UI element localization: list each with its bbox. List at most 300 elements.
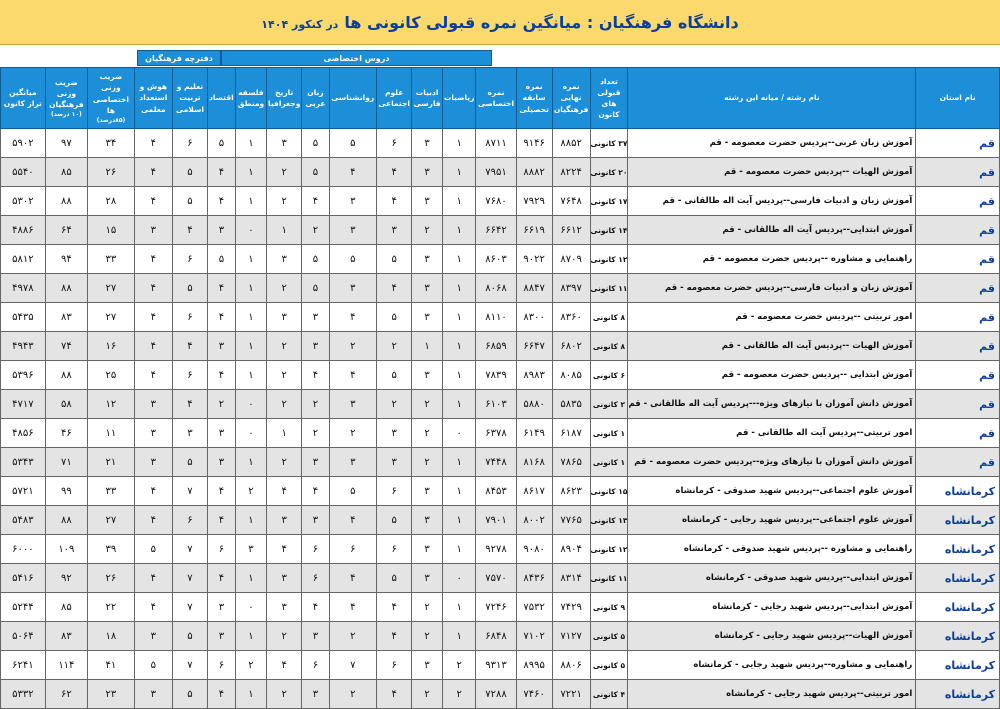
- islamic-cell: ۵: [172, 622, 207, 651]
- farhang-coef-cell: ۹۴: [45, 245, 87, 274]
- persian-lit-cell: ۳: [412, 564, 443, 593]
- table-row: [1, 332, 1000, 361]
- avg-rank-cell: ۵۲۴۴: [1, 593, 46, 622]
- talent-cell: ۴: [134, 564, 172, 593]
- header-talent: هوش و استعداد معلمی: [134, 68, 172, 129]
- special-score-cell: ۷۶۸۰: [476, 187, 516, 216]
- islamic-cell: ۷: [172, 535, 207, 564]
- final-score-cell: ۸۷۰۹: [552, 245, 590, 274]
- field-cell: راهنمایی و مشاوره --پردیس شهید صدوقی - کرمانشاه: [628, 535, 916, 564]
- math-cell: ۱: [442, 158, 476, 187]
- philosophy-cell: ۱: [235, 274, 266, 303]
- social-cell: ۲: [377, 390, 412, 419]
- farhang-coef-cell: ۶۲: [45, 680, 87, 709]
- count-cell: ۲۰ کانونی: [590, 158, 628, 187]
- farhang-coef-cell: ۷۴: [45, 332, 87, 361]
- islamic-cell: ۴: [172, 332, 207, 361]
- talent-cell: ۴: [134, 361, 172, 390]
- table-row: [1, 216, 1000, 245]
- social-cell: ۵: [377, 564, 412, 593]
- count-cell: ۱۷ کانونی: [590, 187, 628, 216]
- avg-rank-cell: ۵۰۶۴: [1, 622, 46, 651]
- persian-lit-cell: ۳: [412, 477, 443, 506]
- group-header-farhangian: دفترچه فرهنگیان: [137, 50, 221, 66]
- special-score-cell: ۷۵۷۰: [476, 564, 516, 593]
- philosophy-cell: ۱: [235, 332, 266, 361]
- province-cell: کرمانشاه: [916, 593, 1000, 622]
- islamic-cell: ۵: [172, 187, 207, 216]
- math-cell: ۰: [442, 564, 476, 593]
- province-cell: کرمانشاه: [916, 680, 1000, 709]
- record-score-cell: ۹۰۸۰: [516, 535, 552, 564]
- arabic-cell: ۲: [302, 216, 329, 245]
- special-score-cell: ۷۲۸۸: [476, 680, 516, 709]
- count-cell: ۱۳ کانونی: [590, 506, 628, 535]
- farhang-coef-cell: ۸۳: [45, 303, 87, 332]
- record-score-cell: ۶۶۱۹: [516, 216, 552, 245]
- table-row: [1, 274, 1000, 303]
- talent-cell: ۳: [134, 622, 172, 651]
- islamic-cell: ۳: [172, 419, 207, 448]
- avg-rank-cell: ۴۹۷۸: [1, 274, 46, 303]
- persian-lit-cell: ۲: [412, 593, 443, 622]
- arabic-cell: ۴: [302, 593, 329, 622]
- province-cell: قم: [916, 361, 1000, 390]
- social-cell: ۵: [377, 361, 412, 390]
- avg-rank-cell: ۴۸۵۶: [1, 419, 46, 448]
- record-score-cell: ۸۸۸۲: [516, 158, 552, 187]
- special-coef-cell: ۳۹: [88, 535, 135, 564]
- table-row: [1, 680, 1000, 709]
- field-cell: راهنمایی و مشاوره --پردیس حضرت معصومه - قم: [628, 245, 916, 274]
- arabic-cell: ۴: [302, 361, 329, 390]
- philosophy-cell: ۰: [235, 419, 266, 448]
- economics-cell: ۴: [207, 564, 235, 593]
- arabic-cell: ۵: [302, 129, 329, 158]
- history-geo-cell: ۲: [267, 332, 302, 361]
- header-arabic: زبان عربی: [302, 68, 329, 129]
- persian-lit-cell: ۲: [412, 216, 443, 245]
- count-cell: ۱ کانونی: [590, 419, 628, 448]
- math-cell: ۱: [442, 187, 476, 216]
- talent-cell: ۳: [134, 448, 172, 477]
- special-coef-cell: ۲۶: [88, 564, 135, 593]
- special-score-cell: ۶۱۰۳: [476, 390, 516, 419]
- group-header-takhassosi: دروس اختصاصی: [221, 50, 492, 66]
- province-cell: کرمانشاه: [916, 535, 1000, 564]
- special-coef-cell: ۱۶: [88, 332, 135, 361]
- count-cell: ۱۲ کانونی: [590, 245, 628, 274]
- psych-cell: ۳: [329, 216, 376, 245]
- persian-lit-cell: ۳: [412, 651, 443, 680]
- arabic-cell: ۳: [302, 680, 329, 709]
- final-score-cell: ۸۹۰۴: [552, 535, 590, 564]
- psych-cell: ۳: [329, 390, 376, 419]
- field-cell: آموزش علوم اجتماعی--پردیس شهید رجایی - کرمانشاه: [628, 506, 916, 535]
- province-cell: کرمانشاه: [916, 651, 1000, 680]
- social-cell: ۴: [377, 187, 412, 216]
- psych-cell: ۶: [329, 535, 376, 564]
- special-score-cell: ۷۲۴۶: [476, 593, 516, 622]
- economics-cell: ۴: [207, 506, 235, 535]
- count-cell: ۱۵ کانونی: [590, 477, 628, 506]
- count-cell: ۲ کانونی: [590, 390, 628, 419]
- arabic-cell: ۳: [302, 332, 329, 361]
- record-score-cell: ۸۱۶۸: [516, 448, 552, 477]
- persian-lit-cell: ۳: [412, 245, 443, 274]
- persian-lit-cell: ۲: [412, 680, 443, 709]
- record-score-cell: ۸۸۴۷: [516, 274, 552, 303]
- count-cell: ۹ کانونی: [590, 593, 628, 622]
- philosophy-cell: ۱: [235, 564, 266, 593]
- avg-rank-cell: ۵۷۲۱: [1, 477, 46, 506]
- talent-cell: ۳: [134, 216, 172, 245]
- islamic-cell: ۶: [172, 506, 207, 535]
- economics-cell: ۳: [207, 593, 235, 622]
- persian-lit-cell: ۳: [412, 274, 443, 303]
- social-cell: ۴: [377, 158, 412, 187]
- record-score-cell: ۶۶۴۷: [516, 332, 552, 361]
- history-geo-cell: ۳: [267, 593, 302, 622]
- header-islamic: تعلیم و تربیت اسلامی: [172, 68, 207, 129]
- final-score-cell: ۷۴۲۹: [552, 593, 590, 622]
- record-score-cell: ۹۰۲۲: [516, 245, 552, 274]
- arabic-cell: ۶: [302, 564, 329, 593]
- talent-cell: ۴: [134, 303, 172, 332]
- arabic-cell: ۵: [302, 245, 329, 274]
- avg-rank-cell: ۵۴۳۵: [1, 303, 46, 332]
- field-cell: امور تربیتی --پردیس حضرت معصومه - قم: [628, 303, 916, 332]
- special-score-cell: ۸۰۶۸: [476, 274, 516, 303]
- talent-cell: ۳: [134, 680, 172, 709]
- special-score-cell: ۹۳۱۳: [476, 651, 516, 680]
- philosophy-cell: ۱: [235, 303, 266, 332]
- history-geo-cell: ۲: [267, 680, 302, 709]
- social-cell: ۵: [377, 245, 412, 274]
- philosophy-cell: ۳: [235, 535, 266, 564]
- special-score-cell: ۷۸۳۹: [476, 361, 516, 390]
- history-geo-cell: ۱: [267, 216, 302, 245]
- page-subtitle: در کنکور ۱۴۰۴: [261, 17, 339, 31]
- special-coef-cell: ۲۶: [88, 158, 135, 187]
- history-geo-cell: ۲: [267, 361, 302, 390]
- arabic-cell: ۳: [302, 448, 329, 477]
- psych-cell: ۳: [329, 448, 376, 477]
- header-farhang-coef: [45, 68, 87, 129]
- header-row: [1, 68, 1000, 129]
- psych-cell: ۵: [329, 477, 376, 506]
- table-row: [1, 419, 1000, 448]
- talent-cell: ۴: [134, 245, 172, 274]
- record-score-cell: ۸۴۳۶: [516, 564, 552, 593]
- final-score-cell: ۷۸۶۵: [552, 448, 590, 477]
- talent-cell: ۳: [134, 390, 172, 419]
- talent-cell: ۴: [134, 332, 172, 361]
- province-cell: کرمانشاه: [916, 477, 1000, 506]
- final-score-cell: ۷۱۲۷: [552, 622, 590, 651]
- special-score-cell: ۷۹۰۱: [476, 506, 516, 535]
- final-score-cell: ۸۸۰۶: [552, 651, 590, 680]
- avg-rank-cell: ۵۴۱۶: [1, 564, 46, 593]
- history-geo-cell: ۲: [267, 274, 302, 303]
- avg-rank-cell: ۴۹۴۳: [1, 332, 46, 361]
- field-cell: امور تربیتی--پردیس آیت اله طالقانی - قم: [628, 419, 916, 448]
- talent-cell: ۴: [134, 274, 172, 303]
- arabic-cell: ۵: [302, 274, 329, 303]
- record-score-cell: ۷۵۳۲: [516, 593, 552, 622]
- philosophy-cell: ۱: [235, 680, 266, 709]
- special-coef-cell: ۲۷: [88, 274, 135, 303]
- philosophy-cell: ۱: [235, 622, 266, 651]
- philosophy-cell: ۱: [235, 158, 266, 187]
- philosophy-cell: ۱: [235, 245, 266, 274]
- special-coef-cell: ۳۴: [88, 129, 135, 158]
- economics-cell: ۴: [207, 303, 235, 332]
- count-cell: ۱ کانونی: [590, 448, 628, 477]
- economics-cell: ۴: [207, 274, 235, 303]
- social-cell: ۳: [377, 216, 412, 245]
- count-cell: ۱۴ کانونی: [590, 216, 628, 245]
- talent-cell: ۵: [134, 651, 172, 680]
- economics-cell: ۵: [207, 245, 235, 274]
- social-cell: ۶: [377, 535, 412, 564]
- special-score-cell: ۸۱۱۰: [476, 303, 516, 332]
- philosophy-cell: ۱: [235, 129, 266, 158]
- farhang-coef-cell: ۹۹: [45, 477, 87, 506]
- avg-rank-cell: ۴۷۱۷: [1, 390, 46, 419]
- final-score-cell: ۸۳۶۰: [552, 303, 590, 332]
- economics-cell: ۳: [207, 332, 235, 361]
- math-cell: ۱: [442, 216, 476, 245]
- psych-cell: ۵: [329, 245, 376, 274]
- islamic-cell: ۵: [172, 680, 207, 709]
- psych-cell: ۴: [329, 158, 376, 187]
- persian-lit-cell: ۲: [412, 390, 443, 419]
- special-coef-cell: ۱۲: [88, 390, 135, 419]
- arabic-cell: ۳: [302, 506, 329, 535]
- social-cell: ۳: [377, 448, 412, 477]
- final-score-cell: ۶۸۰۲: [552, 332, 590, 361]
- field-cell: آموزش الهیات --پردیس حضرت معصومه - قم: [628, 158, 916, 187]
- islamic-cell: ۵: [172, 274, 207, 303]
- history-geo-cell: ۲: [267, 448, 302, 477]
- header-history-geo: تاریخ وجغرافیا: [267, 68, 302, 129]
- special-score-cell: ۶۸۵۹: [476, 332, 516, 361]
- farhang-coef-cell: ۸۸: [45, 361, 87, 390]
- province-cell: قم: [916, 187, 1000, 216]
- islamic-cell: ۷: [172, 564, 207, 593]
- social-cell: ۳: [377, 419, 412, 448]
- table-row: [1, 303, 1000, 332]
- special-coef-cell: ۲۸: [88, 187, 135, 216]
- header-economics: اقتصاد: [207, 68, 235, 129]
- special-coef-cell: ۳۳: [88, 477, 135, 506]
- persian-lit-cell: ۳: [412, 187, 443, 216]
- math-cell: ۱: [442, 245, 476, 274]
- header-special-coef-label: ضریب وزنی اختصاصی ها: [92, 72, 129, 115]
- math-cell: ۱: [442, 622, 476, 651]
- final-score-cell: ۸۳۹۷: [552, 274, 590, 303]
- math-cell: ۱: [442, 593, 476, 622]
- talent-cell: ۴: [134, 477, 172, 506]
- table-row: [1, 245, 1000, 274]
- farhang-coef-cell: ۶۴: [45, 216, 87, 245]
- record-score-cell: ۶۱۴۹: [516, 419, 552, 448]
- islamic-cell: ۵: [172, 448, 207, 477]
- record-score-cell: ۷۱۰۲: [516, 622, 552, 651]
- talent-cell: ۴: [134, 158, 172, 187]
- count-cell: ۳۷ کانونی: [590, 129, 628, 158]
- economics-cell: ۶: [207, 651, 235, 680]
- avg-rank-cell: ۴۸۸۶: [1, 216, 46, 245]
- record-score-cell: ۸۶۱۷: [516, 477, 552, 506]
- economics-cell: ۵: [207, 129, 235, 158]
- header-psych: روانشناسی: [329, 68, 376, 129]
- table-row: [1, 535, 1000, 564]
- special-score-cell: ۶۶۴۲: [476, 216, 516, 245]
- special-coef-cell: ۲۷: [88, 506, 135, 535]
- economics-cell: ۲: [207, 390, 235, 419]
- record-score-cell: ۸۹۸۳: [516, 361, 552, 390]
- economics-cell: ۴: [207, 187, 235, 216]
- table-row: [1, 622, 1000, 651]
- farhang-coef-cell: ۷۱: [45, 448, 87, 477]
- math-cell: ۱: [442, 332, 476, 361]
- avg-rank-cell: ۵۵۴۰: [1, 158, 46, 187]
- history-geo-cell: ۴: [267, 535, 302, 564]
- final-score-cell: ۶۶۱۲: [552, 216, 590, 245]
- table-row: [1, 564, 1000, 593]
- special-coef-cell: ۲۵: [88, 361, 135, 390]
- economics-cell: ۴: [207, 158, 235, 187]
- arabic-cell: ۲: [302, 419, 329, 448]
- philosophy-cell: ۱: [235, 187, 266, 216]
- special-score-cell: ۶۳۷۸: [476, 419, 516, 448]
- psych-cell: ۴: [329, 361, 376, 390]
- special-coef-cell: ۲۲: [88, 593, 135, 622]
- field-cell: آموزش دانش آموزان با نیازهای ویژه---پردیس آیت اله طالقانی - قم: [628, 390, 916, 419]
- farhang-coef-cell: ۸۸: [45, 506, 87, 535]
- province-cell: قم: [916, 129, 1000, 158]
- history-geo-cell: ۲: [267, 622, 302, 651]
- talent-cell: ۴: [134, 129, 172, 158]
- special-score-cell: ۸۶۰۳: [476, 245, 516, 274]
- farhang-coef-cell: ۴۶: [45, 419, 87, 448]
- math-cell: ۱: [442, 535, 476, 564]
- special-coef-cell: ۱۵: [88, 216, 135, 245]
- philosophy-cell: ۰: [235, 390, 266, 419]
- philosophy-cell: ۱: [235, 506, 266, 535]
- field-cell: آموزش دانش آموزان با نیازهای ویژه--پردیس حضرت معصومه - قم: [628, 448, 916, 477]
- arabic-cell: ۲: [302, 390, 329, 419]
- special-score-cell: ۷۹۵۱: [476, 158, 516, 187]
- talent-cell: ۴: [134, 506, 172, 535]
- table-row: [1, 448, 1000, 477]
- islamic-cell: ۷: [172, 477, 207, 506]
- avg-rank-cell: ۶۰۰۰: [1, 535, 46, 564]
- arabic-cell: ۶: [302, 535, 329, 564]
- psych-cell: ۳: [329, 274, 376, 303]
- psych-cell: ۴: [329, 303, 376, 332]
- field-cell: آموزش علوم اجتماعی--پردیس شهید صدوقی - کرمانشاه: [628, 477, 916, 506]
- header-final: نمره نهایی فرهنگیان: [552, 68, 590, 129]
- islamic-cell: ۷: [172, 651, 207, 680]
- province-cell: قم: [916, 216, 1000, 245]
- islamic-cell: ۵: [172, 158, 207, 187]
- table-body: [1, 129, 1000, 709]
- persian-lit-cell: ۲: [412, 419, 443, 448]
- talent-cell: ۴: [134, 187, 172, 216]
- count-cell: ۱۲ کانونی: [590, 535, 628, 564]
- history-geo-cell: ۲: [267, 187, 302, 216]
- avg-rank-cell: ۵۸۱۲: [1, 245, 46, 274]
- count-cell: ۱۱ کانونی: [590, 564, 628, 593]
- philosophy-cell: ۰: [235, 216, 266, 245]
- farhang-coef-cell: ۸۵: [45, 593, 87, 622]
- persian-lit-cell: ۳: [412, 506, 443, 535]
- special-score-cell: ۶۸۴۸: [476, 622, 516, 651]
- final-score-cell: ۷۶۴۸: [552, 187, 590, 216]
- final-score-cell: ۸۲۲۴: [552, 158, 590, 187]
- table-row: [1, 477, 1000, 506]
- psych-cell: ۲: [329, 680, 376, 709]
- social-cell: ۵: [377, 303, 412, 332]
- final-score-cell: ۵۸۳۵: [552, 390, 590, 419]
- province-cell: کرمانشاه: [916, 564, 1000, 593]
- psych-cell: ۳: [329, 187, 376, 216]
- field-cell: آموزش زبان و ادبیات فارسی--پردیس آیت اله طالقانی - قم: [628, 187, 916, 216]
- avg-rank-cell: ۵۳۳۲: [1, 680, 46, 709]
- history-geo-cell: ۴: [267, 477, 302, 506]
- table-row: [1, 158, 1000, 187]
- count-cell: ۸ کانونی: [590, 332, 628, 361]
- math-cell: ۱: [442, 303, 476, 332]
- economics-cell: ۶: [207, 535, 235, 564]
- history-geo-cell: ۳: [267, 506, 302, 535]
- table-row: [1, 506, 1000, 535]
- header-farhang-coef-label: ضریب وزنی فرهنگیان: [49, 77, 84, 110]
- province-cell: قم: [916, 390, 1000, 419]
- history-geo-cell: ۳: [267, 303, 302, 332]
- header-province: نام استان: [916, 68, 1000, 129]
- record-score-cell: ۷۴۶۰: [516, 680, 552, 709]
- psych-cell: ۲: [329, 622, 376, 651]
- math-cell: ۱: [442, 448, 476, 477]
- field-cell: آموزش ابتدایی--پردیس آیت اله طالقانی - قم: [628, 216, 916, 245]
- social-cell: ۴: [377, 593, 412, 622]
- social-cell: ۶: [377, 651, 412, 680]
- special-score-cell: ۸۴۵۳: [476, 477, 516, 506]
- header-special-coef: [88, 68, 135, 129]
- province-cell: قم: [916, 332, 1000, 361]
- special-coef-cell: ۱۱: [88, 419, 135, 448]
- economics-cell: ۳: [207, 622, 235, 651]
- talent-cell: ۴: [134, 593, 172, 622]
- table-row: [1, 129, 1000, 158]
- history-geo-cell: ۳: [267, 129, 302, 158]
- math-cell: ۲: [442, 680, 476, 709]
- header-avg-rank: میانگین تراز کانون: [1, 68, 46, 129]
- math-cell: ۰: [442, 419, 476, 448]
- social-cell: ۴: [377, 680, 412, 709]
- header-persian-lit: ادبیات فارسی: [412, 68, 443, 129]
- record-score-cell: ۸۹۹۵: [516, 651, 552, 680]
- header-record: نمره سابقه تحصیلی: [516, 68, 552, 129]
- history-geo-cell: ۱: [267, 419, 302, 448]
- special-coef-cell: ۳۳: [88, 245, 135, 274]
- special-coef-cell: ۲۱: [88, 448, 135, 477]
- avg-rank-cell: ۵۳۰۲: [1, 187, 46, 216]
